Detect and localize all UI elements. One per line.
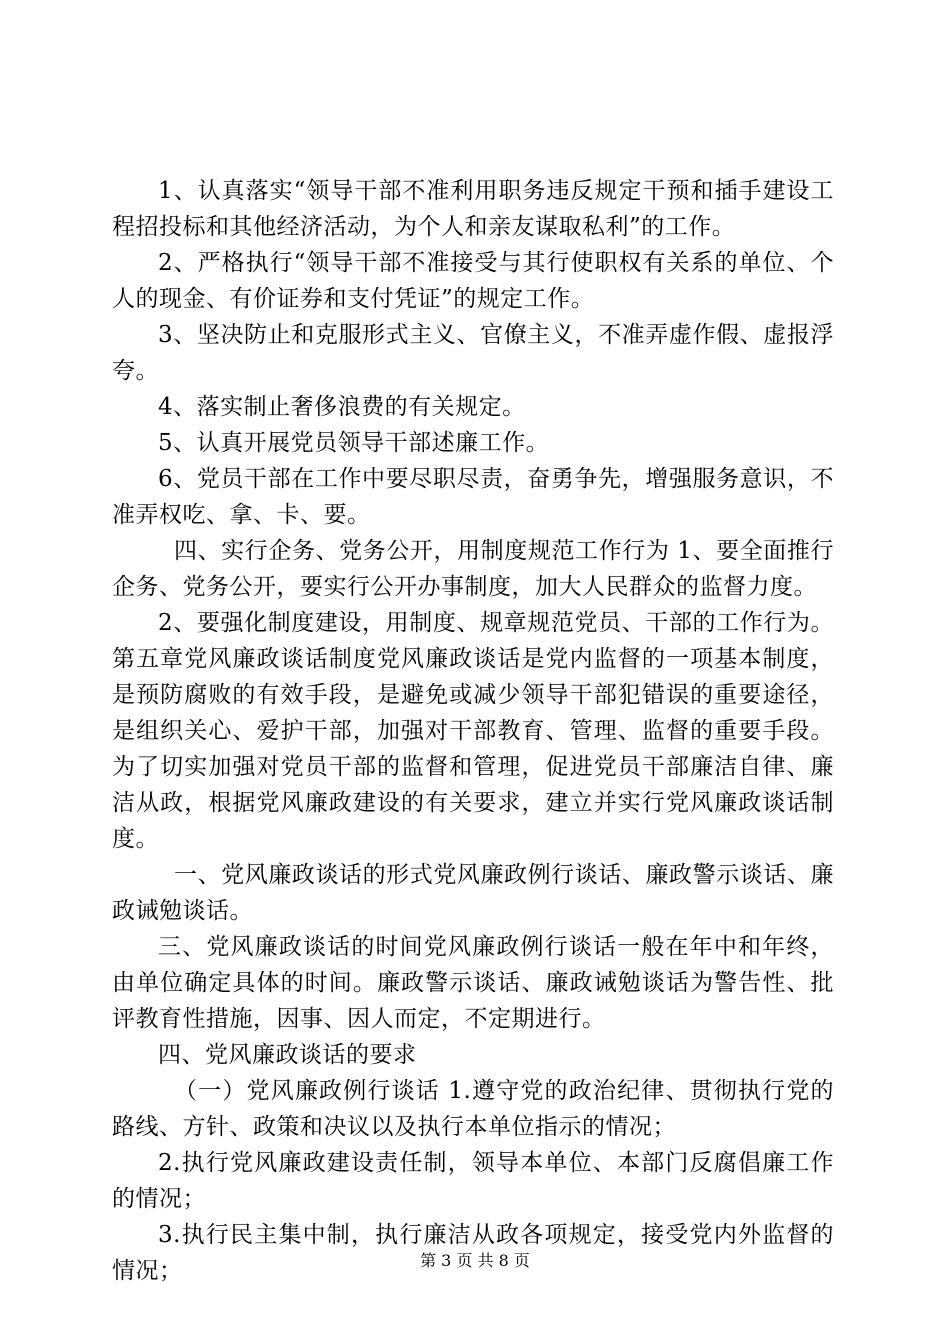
paragraph-item-5: 5、认真开展党员领导干部述廉工作。 xyxy=(158,430,550,456)
paragraph-system-building: 2、要强化制度建设，用制度、规章规范党员、干部的工作行为。第五章党风廉政谈话制度党风廉政谈话是党内监督的一项基本制度，是预防腐败的有效手段，是避免或减少领导干部犯错误的重要途径，是组织关心、爱护干部，加强对干部教育、管理、监督的重要手段。为了切实加强对党员干部的监督和管理，促进党员干部廉洁自律、廉洁从政，根据党风廉政建设的有关要求，建立并实行党风廉政谈话制度。 xyxy=(112,610,834,852)
paragraph-talk-timing: 三、党风廉政谈话的时间党风廉政例行谈话一般在年中和年终，由单位确定具体的时间。廉政警示谈话、廉政诫勉谈话为警告性、批评教育性措施，因事、因人而定，不定期进行。 xyxy=(112,934,834,1032)
paragraph-item-2: 2、严格执行“领导干部不准接受与其行使职权有关系的单位、个人的现金、有价证券和支付凭证”的规定工作。 xyxy=(112,250,834,312)
paragraph-routine-talk-3: 3.执行民主集中制，执行廉洁从政各项规定，接受党内外监督的情况； xyxy=(112,1222,834,1284)
paragraph-item-1: 1、认真落实“领导干部不准利用职务违反规定干预和插手建设工程招投标和其他经济活动，为个人和亲友谋取私利”的工作。 xyxy=(112,178,834,240)
page-footer xyxy=(0,1251,950,1271)
paragraph-talk-forms: 一、党风廉政谈话的形式党风廉政例行谈话、廉政警示谈话、廉政诫勉谈话。 xyxy=(112,862,834,924)
paragraph-routine-talk-2: 2.执行党风廉政建设责任制，领导本单位、本部门反腐倡廉工作的情况； xyxy=(112,1150,834,1212)
page-number-indicator: 第 3 页 共 8 页 xyxy=(420,1251,530,1270)
paragraph-talk-requirements-heading: 四、党风廉政谈话的要求 xyxy=(158,1042,417,1068)
paragraph-routine-talk-1: （一）党风廉政例行谈话 1.遵守党的政治纪律、贯彻执行党的路线、方针、政策和决议以及执行本单位指示的情况； xyxy=(112,1078,834,1140)
paragraph-item-4: 4、落实制止奢侈浪费的有关规定。 xyxy=(158,394,526,420)
document-body xyxy=(112,173,834,1289)
paragraph-item-3: 3、坚决防止和克服形式主义、官僚主义，不准弄虚作假、虚报浮夸。 xyxy=(112,322,834,384)
paragraph-item-6: 6、党员干部在工作中要尽职尽责，奋勇争先，增强服务意识，不准弄权吃、拿、卡、要。 xyxy=(112,466,834,528)
paragraph-section-4-disclosure: 四、实行企务、党务公开，用制度规范工作行为 1、要全面推行企务、党务公开，要实行公开办事制度，加大人民群众的监督力度。 xyxy=(112,538,834,600)
